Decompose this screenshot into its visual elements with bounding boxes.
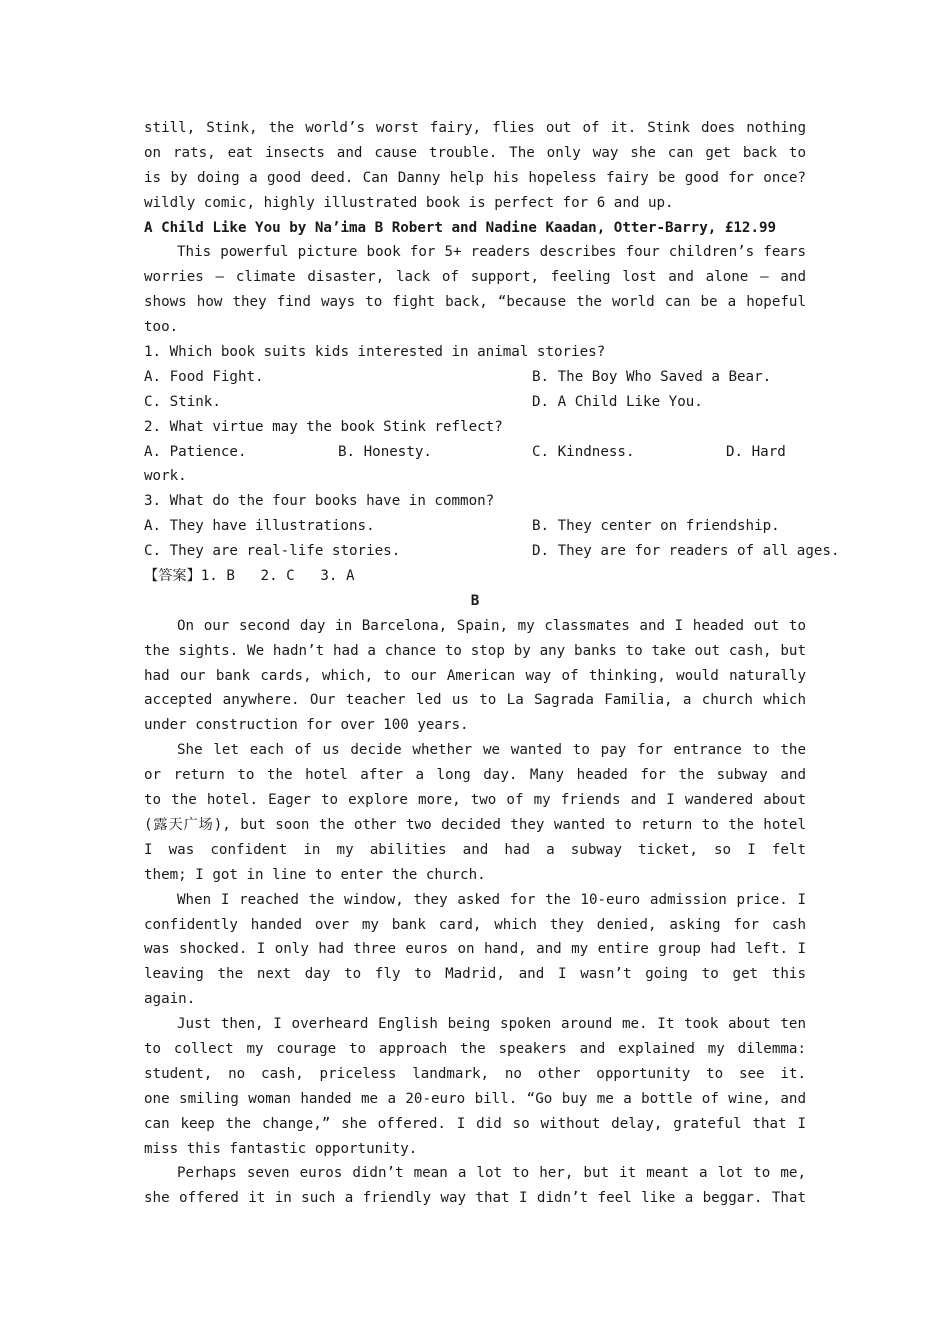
option-b: B. The Boy Who Saved a Bear. (532, 368, 772, 385)
option-row (144, 514, 806, 539)
answer-key (144, 564, 806, 589)
passage-b-paragraph-4 (144, 1012, 806, 1161)
text-line: On our second day in Barcelona, Spain, my classmates and I headed out to (177, 617, 806, 634)
text-line: I was confident in my abilities and had a subway ticket, so I felt (144, 841, 806, 858)
text-line: on rats, eat insects and cause trouble. The only way she can get back to (144, 144, 806, 161)
text-line: was shocked. I only had three euros on hand, and my entire group had left. I (144, 941, 806, 958)
text-line: too. (144, 319, 179, 336)
question-1 (144, 340, 806, 415)
question-stem: 1. Which book suits kids interested in animal stories? (144, 344, 606, 361)
question-2 (144, 415, 806, 490)
option-a: A. Patience. (144, 443, 247, 460)
text-line: This powerful picture book for 5+ readers describes four children’s fears (177, 244, 806, 261)
text-line: (露天广场), but soon the other two decided they wanted to return to the hotel (144, 816, 806, 833)
passage-a-tail (144, 116, 806, 216)
answer-text: 1. B 2. C 3. A (200, 568, 355, 585)
text-line: Perhaps seven euros didn’t mean a lot to her, but it meant a lot to me, (177, 1165, 806, 1182)
option-row (144, 390, 806, 415)
option-d: D. A Child Like You. (532, 393, 703, 410)
passage-b-paragraph-5 (144, 1161, 806, 1211)
text-line: accepted anywhere. Our teacher led us to La Sagrada Familia, a church which (144, 692, 806, 709)
text-line: again. (144, 991, 196, 1008)
text-line: can keep the change,” she offered. I did so without delay, grateful that I (144, 1115, 806, 1132)
document-page (144, 116, 840, 1211)
option-b: B. They center on friendship. (532, 518, 780, 535)
book-title: A Child Like You by Na’ima B Robert and Nadine Kaadan, Otter-Barry, £12.99 (144, 219, 777, 236)
text-line: or return to the hotel after a long day. Many headed for the subway and (144, 767, 806, 784)
option-d-continued: work. (144, 468, 187, 485)
text-line: to collect my courage to approach the speakers and explained my dilemma: (144, 1040, 806, 1057)
text-line: is by doing a good deed. Can Danny help his hopeless fairy be good for once? (144, 169, 806, 186)
book-description (144, 240, 806, 340)
option-c: C. Kindness. (532, 443, 635, 460)
option-row (144, 440, 806, 465)
text-line: had our bank cards, which, to our American way of thinking, would naturally (144, 667, 806, 684)
option-c: C. Stink. (144, 393, 221, 410)
text-line: leaving the next day to fly to Madrid, and I wasn’t going to get this (144, 966, 806, 983)
option-a: A. They have illustrations. (144, 518, 375, 535)
passage-b-paragraph-1 (144, 614, 806, 738)
option-d: D. They are for readers of all ages. (532, 543, 840, 560)
passage-b-paragraph-2 (144, 738, 806, 887)
text-line: wildly comic, highly illustrated book is perfect for 6 and up. (144, 194, 674, 211)
text-line: to the hotel. Eager to explore more, two of my friends and I wandered about (144, 792, 806, 809)
text-line: still, Stink, the world’s worst fairy, flies out of it. Stink does nothing (144, 120, 806, 136)
option-row (144, 365, 806, 390)
question-stem: 3. What do the four books have in common? (144, 493, 495, 510)
answer-label: 【答案】 (144, 568, 201, 585)
text-line: shows how they find ways to fight back, “because the world can be a hopeful (144, 294, 806, 311)
option-c: C. They are real-life stories. (144, 543, 401, 560)
passage-b-paragraph-3 (144, 888, 806, 1012)
section-title: B (470, 592, 480, 609)
question-stem: 2. What virtue may the book Stink reflect? (144, 418, 503, 435)
option-d: D. Hard (726, 443, 786, 460)
text-line: miss this fantastic opportunity. (144, 1140, 418, 1157)
text-line: worries — climate disaster, lack of support, feeling lost and alone — and (144, 269, 806, 286)
option-row (144, 539, 840, 564)
text-line: confidently handed over my bank card, which they denied, asking for cash (144, 916, 806, 933)
text-line: the sights. We hadn’t had a chance to stop by any banks to take out cash, but (144, 642, 806, 659)
text-line: student, no cash, priceless landmark, no other opportunity to see it. (144, 1065, 806, 1082)
question-3 (144, 489, 840, 564)
text-line: them; I got in line to enter the church. (144, 866, 486, 883)
option-a: A. Food Fight. (144, 368, 264, 385)
text-line: one smiling woman handed me a 20-euro bill. “Go buy me a bottle of wine, and (144, 1090, 806, 1107)
text-line: She let each of us decide whether we wanted to pay for entrance to the (177, 742, 806, 759)
text-line: under construction for over 100 years. (144, 717, 469, 734)
text-line: When I reached the window, they asked for the 10-euro admission price. I (177, 891, 806, 908)
option-b: B. Honesty. (338, 443, 432, 460)
text-line: Just then, I overheard English being spoken around me. It took about ten (177, 1016, 806, 1033)
text-line: she offered it in such a friendly way that I didn’t feel like a beggar. That (144, 1190, 806, 1207)
